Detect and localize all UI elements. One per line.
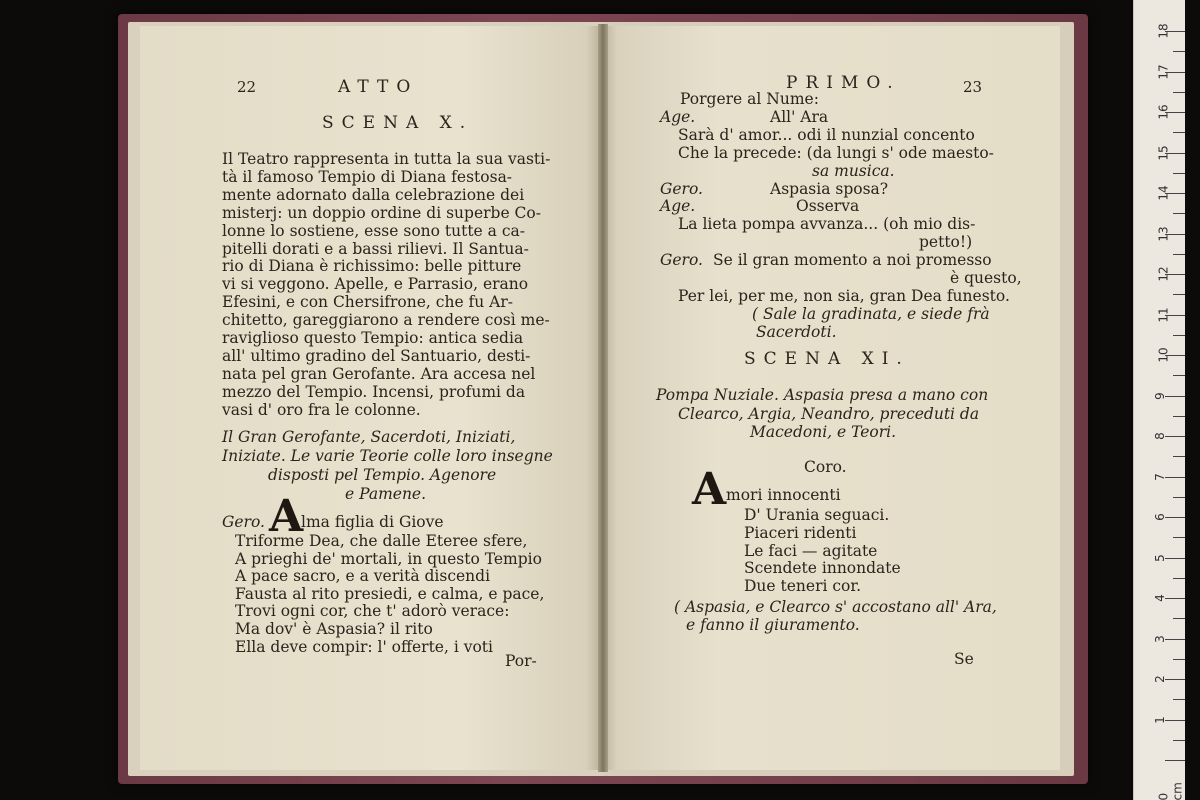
measuring-ruler: [1133, 0, 1185, 800]
ruler-tick: [1173, 51, 1185, 52]
ruler-tick: [1165, 598, 1185, 599]
catchword: Se: [954, 650, 974, 668]
ruler-tick: [1173, 740, 1185, 741]
chorus-line: Due teneri cor.: [744, 577, 862, 596]
ruler-number: 5: [1152, 553, 1167, 562]
ruler-number: 12: [1156, 266, 1171, 282]
chorus-line: mori innocenti: [726, 486, 841, 504]
stage-direction-line: misterj: un doppio ordine di superbe Co-: [222, 203, 541, 222]
ruler-tick: [1165, 760, 1185, 761]
chorus-line: Scendete innondate: [744, 559, 901, 578]
ruler-tick: [1165, 558, 1185, 559]
dialogue-line: è questo,: [950, 269, 1022, 287]
speaker-label: Gero.: [660, 251, 703, 270]
ruler-tick: [1173, 213, 1185, 214]
ruler-tick: [1173, 92, 1185, 93]
ruler-tick: [1173, 375, 1185, 376]
ruler-tick: [1173, 497, 1185, 498]
verse-line: Triforme Dea, che dalle Eteree sfere,: [235, 532, 528, 550]
verse-line: Fausta al rito presiedi, e calma, e pace,: [235, 584, 545, 603]
verse-line: A prieghi de' mortali, in questo Tempio: [235, 549, 542, 568]
ruler-number: 8: [1152, 432, 1167, 440]
page-number: 22: [237, 78, 257, 96]
ruler-tick: [1165, 436, 1185, 437]
running-head: PRIMO.: [786, 73, 901, 93]
catchword: Por-: [505, 652, 537, 670]
ruler-tick: [1173, 659, 1185, 660]
speaker-label: Age.: [660, 197, 696, 216]
stage-direction-line: mezzo del Tempio. Incensi, profumi da: [222, 382, 526, 401]
ruler-tick: [1173, 618, 1185, 619]
stage-direction-line: all' ultimo gradino del Santuario, desti-: [222, 346, 531, 365]
dialogue-line: La lieta pompa avvanza... (oh mio dis-: [678, 215, 976, 234]
ruler-tick: [1165, 639, 1185, 640]
ruler-tick: [1173, 699, 1185, 700]
ruler-number: 3: [1152, 634, 1167, 643]
verse-line: Trovi ogni cor, che t' adorò verace:: [235, 602, 510, 621]
right-page: [604, 26, 1060, 770]
scene-title: SCENA X.: [322, 113, 474, 133]
dialogue-line: Per lei, per me, non sia, gran Dea funesto.: [678, 286, 1010, 305]
ruler-tick: [1165, 720, 1185, 721]
procession-line: Clearco, Argia, Neandro, preceduti da: [678, 404, 980, 423]
dialogue-line: Se il gran momento a noi promesso: [713, 251, 992, 270]
stage-direction-line: vi si veggono. Apelle, e Parrasio, erano: [222, 275, 529, 294]
cast-line: Il Gran Gerofante, Sacerdoti, Iniziati,: [222, 428, 516, 446]
dialogue-line: ( Sale la gradinata, e siede frà: [752, 304, 990, 323]
closing-direction-line: ( Aspasia, e Clearco s' accostano all' Ara,: [674, 598, 997, 616]
ruler-number: 2: [1152, 675, 1167, 683]
ruler-tick: [1173, 173, 1185, 174]
ruler-tick: [1165, 517, 1185, 518]
ruler-number: 4: [1152, 594, 1167, 602]
ruler-number: 9: [1152, 391, 1167, 400]
stage-direction-line: tà il famoso Tempio di Diana festosa-: [222, 167, 513, 186]
ruler-number: 18: [1156, 23, 1171, 39]
chorus-line: Piaceri ridenti: [744, 523, 857, 542]
speaker-label: Age.: [660, 107, 696, 126]
cast-line: Iniziate. Le varie Teorie colle loro insegne: [222, 447, 553, 465]
ruler-tick: [1173, 578, 1185, 579]
speaker-label: Gero.: [660, 179, 703, 198]
ruler-tick: [1173, 132, 1185, 133]
stage-direction-line: chitetto, gareggiarono a rendere così me-: [222, 311, 550, 330]
ruler-number: 15: [1156, 144, 1171, 161]
ruler-tick: [1173, 254, 1185, 255]
ruler-number: 6: [1152, 513, 1167, 521]
dialogue-line: Osserva: [796, 197, 860, 216]
chorus-label: Coro.: [804, 458, 847, 476]
procession-line: Macedoni, e Teori.: [750, 423, 897, 441]
ruler-number: 17: [1156, 63, 1171, 80]
ruler-number: 7: [1152, 472, 1167, 481]
ruler-tick: [1165, 477, 1185, 478]
dialogue-line: sa musica.: [812, 161, 895, 180]
ruler-number: 11: [1156, 306, 1171, 323]
running-head: ATTO: [338, 77, 419, 97]
stage-direction-line: nata pel gran Gerofante. Ara accesa nel: [222, 364, 536, 383]
ruler-tick: [1173, 294, 1185, 295]
ruler-number: 13: [1156, 225, 1171, 242]
ruler-tick: [1173, 537, 1185, 538]
ruler-number: 14: [1156, 185, 1171, 201]
stage-direction-line: pitelli dorati e a bassi rilievi. Il Santua-: [222, 239, 529, 258]
ruler-tick: [1173, 335, 1185, 336]
stage-direction-line: mente adornato dalla celebrazione dei: [222, 185, 525, 204]
dialogue-line: petto!): [919, 233, 973, 252]
book-gutter: [598, 24, 608, 772]
stage-direction-line: vasi d' oro fra le colonne.: [222, 400, 421, 419]
ruler-unit-label: 0 cm: [1156, 782, 1185, 800]
dialogue-line: Sacerdoti.: [756, 322, 837, 341]
verse-line: lma figlia di Giove: [301, 513, 444, 531]
procession-line: Pompa Nuziale. Aspasia presa a mano con: [656, 386, 989, 404]
chorus-line: Le faci — agitate: [744, 541, 878, 560]
dialogue-line: Aspasia sposa?: [770, 179, 889, 198]
dialogue-line: Sarà d' amor... odi il nunzial concento: [678, 125, 975, 144]
stage-direction-line: raviglioso questo Tempio: antica sedia: [222, 329, 524, 347]
ruler-number: 1: [1152, 715, 1167, 724]
cast-line: e Pamene.: [345, 485, 427, 503]
dialogue-line: Porgere al Nume:: [680, 90, 819, 108]
stage-direction-line: Efesini, e con Chersifrone, che fu Ar-: [222, 293, 514, 312]
dialogue-line: All' Ara: [770, 107, 829, 126]
speaker-label: Gero.: [222, 513, 265, 531]
closing-direction-line: e fanno il giuramento.: [686, 616, 860, 634]
stage-direction-line: rio di Diana è richissimo: belle pitture: [222, 257, 522, 276]
scene-title: SCENA XI.: [744, 349, 910, 369]
verse-line: Ella deve compir: l' offerte, i voti: [235, 637, 493, 656]
verse-line: A pace sacro, e a verità discendi: [235, 567, 491, 586]
stage-direction-line: lonne lo sostiene, esse sono tutte a ca-: [222, 221, 525, 240]
ruler-tick: [1173, 456, 1185, 457]
ruler-number: 10: [1156, 347, 1171, 363]
page-number: 23: [963, 78, 983, 96]
chorus-line: D' Urania seguaci.: [744, 506, 890, 524]
drop-cap: A: [692, 464, 727, 515]
left-page: [140, 26, 600, 770]
ruler-tick: [1165, 679, 1185, 680]
verse-line: Ma dov' è Aspasia? il rito: [235, 620, 433, 638]
ruler-tick: [1165, 396, 1185, 397]
drop-cap: A: [269, 491, 304, 542]
cast-line: disposti pel Tempio. Agenore: [268, 466, 497, 484]
stage-direction-line: Il Teatro rappresenta in tutta la sua vasti-: [222, 150, 551, 168]
ruler-tick: [1173, 416, 1185, 417]
ruler-number: 16: [1156, 104, 1171, 120]
dialogue-line: Che la precede: (da lungi s' ode maesto-: [678, 143, 994, 162]
